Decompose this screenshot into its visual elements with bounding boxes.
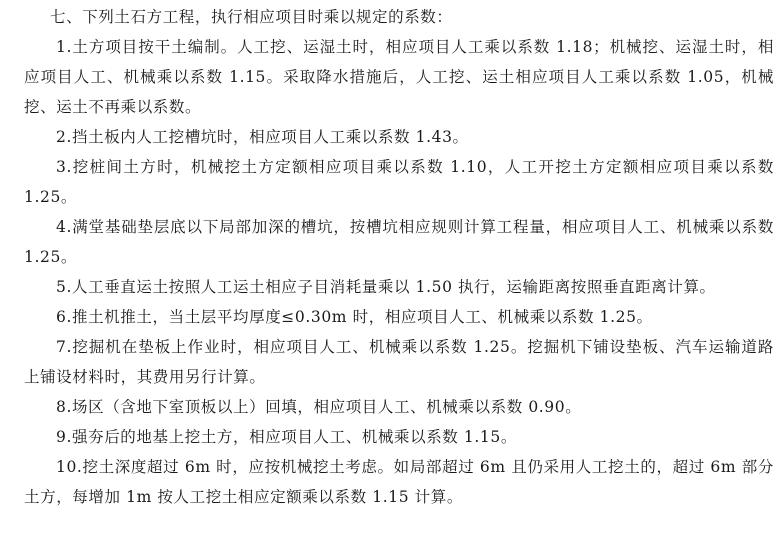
clause-2: 2.挡土板内人工挖槽坑时，相应项目人工乘以系数 1.43。 xyxy=(56,128,469,146)
clause-4: 4.满堂基础垫层底以下局部加深的槽坑，按槽坑相应规则计算工程量，相应项目人工、机械乘以系数 1.25。 xyxy=(24,218,774,266)
clause-5: 5.人工垂直运土按照人工运土相应子目消耗量乘以 1.50 执行，运输距离按照垂直距离计算。 xyxy=(56,278,716,296)
clause-3: 3.挖桩间土方时，机械挖土方定额相应项目乘以系数 1.10，人工开挖土方定额相应项目乘以系数 1.25。 xyxy=(24,158,774,206)
section-heading: 七、下列土石方工程，执行相应项目时乘以规定的系数： xyxy=(50,8,453,26)
clause-1: 1.土方项目按干土编制。人工挖、运湿土时，相应项目人工乘以系数 1.18；机械挖、运湿土时，相应项目人工、机械乘以系数 1.15。采取降水措施后，人工挖、运土相应项目人工乘以系数 1.05，机械挖、运土不再乘以系数。 xyxy=(24,38,774,116)
clause-7: 7.挖掘机在垫板上作业时，相应项目人工、机械乘以系数 1.25。挖掘机下铺设垫板、汽车运输道路上铺设材料时，其费用另行计算。 xyxy=(24,338,774,386)
clause-9: 9.强夯后的地基上挖土方，相应项目人工、机械乘以系数 1.15。 xyxy=(56,428,517,446)
clause-6: 6.推土机推土，当土层平均厚度≤0.30m 时，相应项目人工、机械乘以系数 1.25。 xyxy=(56,308,653,326)
clause-8: 8.场区（含地下室顶板以上）回填，相应项目人工、机械乘以系数 0.90。 xyxy=(56,398,582,416)
clause-10: 10.挖土深度超过 6m 时，应按机械挖土考虑。如局部超过 6m 且仍采用人工挖土的，超过 6m 部分土方，每增加 1m 按人工挖土相应定额乘以系数 1.15 计算。 xyxy=(24,458,774,506)
